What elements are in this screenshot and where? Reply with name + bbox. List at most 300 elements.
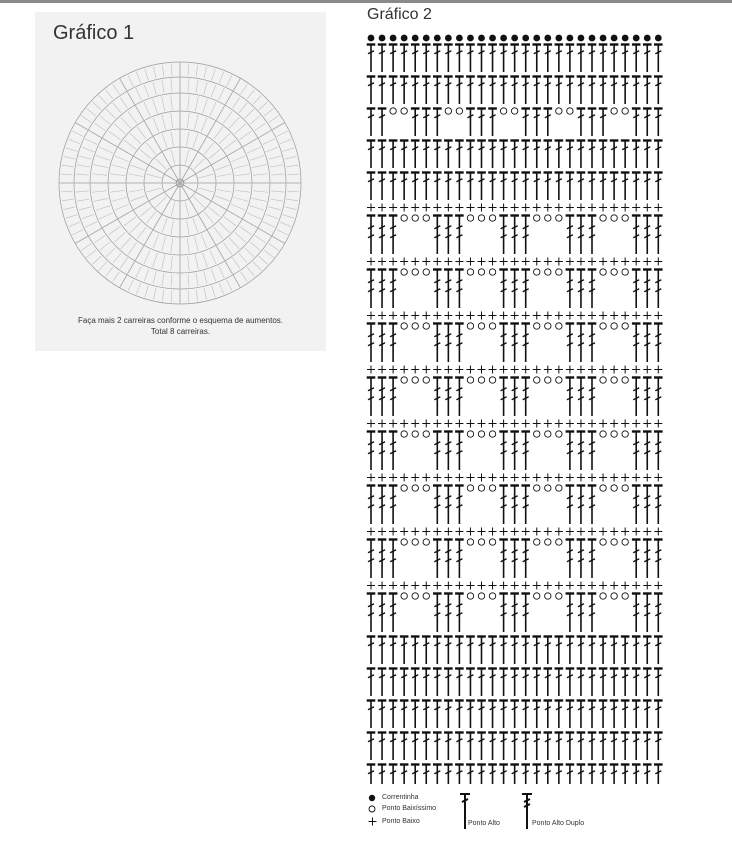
slip-stitch bbox=[622, 108, 628, 114]
stitch-mark bbox=[94, 123, 105, 130]
sc-stitch bbox=[588, 528, 596, 536]
sc-stitch bbox=[511, 528, 519, 536]
chain-stitch bbox=[467, 35, 474, 42]
sc-stitch bbox=[367, 312, 375, 320]
stitch-mark bbox=[110, 190, 125, 192]
sc-stitch bbox=[555, 528, 563, 536]
chain-stitch bbox=[644, 35, 651, 42]
stitch-mark bbox=[204, 212, 214, 223]
stitch-mark bbox=[93, 165, 108, 168]
stitch-mark bbox=[204, 143, 214, 154]
sc-stitch bbox=[566, 312, 574, 320]
chain-stitch bbox=[368, 35, 375, 42]
slip-stitch bbox=[545, 485, 551, 491]
sc-stitch bbox=[422, 204, 430, 212]
sc-stitch bbox=[478, 582, 486, 590]
slip-stitch bbox=[600, 593, 606, 599]
stitch-mark bbox=[235, 190, 250, 192]
stitch-mark bbox=[232, 258, 239, 269]
legend bbox=[368, 792, 668, 836]
slip-stitch bbox=[556, 323, 562, 329]
stitch-mark bbox=[255, 235, 266, 242]
sc-stitch bbox=[632, 420, 640, 428]
stitch-mark bbox=[234, 165, 248, 169]
stitch-mark bbox=[145, 69, 149, 80]
sc-stitch bbox=[378, 474, 386, 482]
slip-stitch bbox=[534, 323, 540, 329]
sc-stitch bbox=[555, 474, 563, 482]
sc-stitch bbox=[588, 366, 596, 374]
sc-stitch bbox=[378, 204, 386, 212]
stitch-mark bbox=[239, 253, 247, 263]
stitch-mark bbox=[219, 72, 223, 83]
sc-stitch bbox=[478, 420, 486, 428]
stitch-mark bbox=[137, 127, 146, 139]
slip-stitch bbox=[545, 323, 551, 329]
sc-stitch bbox=[621, 312, 629, 320]
sc-stitch bbox=[400, 204, 408, 212]
sc-stitch bbox=[654, 258, 662, 266]
grid-row-tall bbox=[367, 140, 663, 168]
stitch-mark bbox=[210, 250, 216, 264]
slip-stitch bbox=[622, 539, 628, 545]
slip-stitch bbox=[489, 485, 495, 491]
stitch-mark bbox=[283, 148, 294, 152]
slip-stitch bbox=[600, 215, 606, 221]
sc-stitch bbox=[389, 312, 397, 320]
stitch-mark bbox=[270, 165, 283, 167]
stitch-mark bbox=[87, 250, 96, 257]
stitch-mark bbox=[77, 165, 90, 167]
grid-row-block bbox=[367, 215, 663, 254]
sc-stitch bbox=[588, 204, 596, 212]
stitch-mark bbox=[92, 174, 107, 176]
sc-stitch bbox=[422, 258, 430, 266]
stitch-mark bbox=[147, 188, 161, 192]
sc-stitch bbox=[544, 528, 552, 536]
stitch-mark bbox=[162, 273, 164, 286]
stitch-mark bbox=[253, 174, 268, 176]
stitch-mark bbox=[247, 90, 254, 99]
grid-row-block bbox=[367, 377, 663, 416]
slip-stitch bbox=[611, 485, 617, 491]
sc-stitch bbox=[433, 258, 441, 266]
sc-stitch bbox=[389, 528, 397, 536]
slip-stitch bbox=[423, 539, 429, 545]
stitch-mark bbox=[113, 253, 121, 263]
stitch-mark bbox=[247, 213, 261, 219]
stitch-mark bbox=[201, 118, 207, 132]
stitch-mark bbox=[63, 207, 75, 210]
grid-row-sc bbox=[367, 528, 662, 536]
sc-stitch bbox=[632, 582, 640, 590]
grid-row-tall bbox=[367, 44, 663, 72]
stitch-mark bbox=[263, 222, 275, 227]
stitch-mark bbox=[271, 174, 284, 175]
stitch-mark bbox=[171, 113, 173, 128]
sc-stitch bbox=[411, 204, 419, 212]
stitch-mark bbox=[162, 65, 164, 77]
stitch-mark bbox=[214, 227, 223, 239]
stitch-mark bbox=[204, 288, 207, 300]
sc-stitch bbox=[588, 312, 596, 320]
stitch-mark bbox=[162, 289, 164, 301]
slip-stitch bbox=[467, 269, 473, 275]
sc-stitch bbox=[489, 258, 497, 266]
stitch-mark bbox=[162, 96, 165, 111]
stitch-mark bbox=[171, 79, 172, 92]
stitch-mark bbox=[106, 109, 115, 118]
slip-stitch bbox=[611, 108, 617, 114]
sc-stitch bbox=[643, 366, 651, 374]
stitch-mark bbox=[209, 149, 220, 159]
chain-stitch bbox=[456, 35, 463, 42]
stitch-mark bbox=[185, 202, 189, 216]
stitch-mark bbox=[269, 116, 279, 123]
stitch-mark bbox=[136, 266, 141, 278]
chain-stitch bbox=[600, 35, 607, 42]
slip-stitch bbox=[534, 593, 540, 599]
sc-stitch bbox=[389, 582, 397, 590]
grid-row-block bbox=[367, 269, 663, 308]
stitch-mark bbox=[130, 222, 141, 233]
sc-stitch bbox=[643, 474, 651, 482]
stitch-mark bbox=[124, 140, 136, 149]
grid-row-tall bbox=[367, 764, 663, 784]
chain-stitch bbox=[655, 35, 662, 42]
sc-stitch bbox=[544, 204, 552, 212]
stitch-mark bbox=[146, 143, 156, 154]
grid-row-tall bbox=[367, 668, 663, 696]
stitch-mark bbox=[255, 123, 266, 130]
sc-stitch bbox=[621, 366, 629, 374]
stitch-mark bbox=[203, 99, 208, 113]
stitch-mark bbox=[270, 199, 283, 201]
sc-stitch bbox=[511, 258, 519, 266]
sc-stitch bbox=[555, 582, 563, 590]
grid-row-sc bbox=[367, 420, 662, 428]
sc-stitch bbox=[533, 474, 541, 482]
stitch-mark bbox=[269, 244, 279, 251]
top-border bbox=[0, 0, 732, 3]
stitch-mark bbox=[268, 156, 281, 159]
sc-stitch bbox=[632, 204, 640, 212]
stitch-mark bbox=[188, 274, 189, 287]
chain-stitch bbox=[589, 35, 596, 42]
slip-stitch bbox=[478, 431, 484, 437]
sc-stitch bbox=[433, 474, 441, 482]
sc-stitch bbox=[566, 204, 574, 212]
slip-stitch bbox=[622, 431, 628, 437]
sc-stitch bbox=[500, 204, 508, 212]
stitch-mark bbox=[106, 248, 115, 257]
grid-row-sc bbox=[367, 312, 662, 320]
sc-stitch bbox=[643, 528, 651, 536]
sc-stitch bbox=[533, 312, 541, 320]
stitch-mark bbox=[137, 227, 146, 239]
slip-stitch bbox=[478, 269, 484, 275]
sc-stitch bbox=[544, 582, 552, 590]
sc-stitch bbox=[610, 582, 618, 590]
sc-stitch bbox=[433, 204, 441, 212]
sc-stitch bbox=[466, 204, 474, 212]
sc-stitch bbox=[643, 420, 651, 428]
stitch-mark bbox=[156, 197, 167, 208]
stitch-mark bbox=[63, 156, 75, 159]
grid-row-block bbox=[367, 323, 663, 362]
slip-stitch bbox=[467, 485, 473, 491]
sc-stitch bbox=[411, 582, 419, 590]
chain-stitch bbox=[511, 35, 518, 42]
sc-stitch bbox=[599, 204, 607, 212]
slip-stitch bbox=[467, 593, 473, 599]
stitch-mark bbox=[171, 256, 173, 271]
stitch-mark bbox=[223, 111, 232, 123]
stitch-mark bbox=[204, 271, 207, 284]
stitch-mark bbox=[219, 222, 230, 233]
sc-stitch bbox=[367, 366, 375, 374]
stitch-mark bbox=[156, 159, 167, 170]
stitch-mark bbox=[93, 198, 108, 201]
sc-stitch bbox=[544, 474, 552, 482]
slip-stitch bbox=[611, 539, 617, 545]
sc-stitch bbox=[500, 528, 508, 536]
sc-stitch bbox=[466, 258, 474, 266]
sc-stitch bbox=[588, 420, 596, 428]
sc-stitch bbox=[555, 312, 563, 320]
sc-stitch bbox=[489, 474, 497, 482]
slip-stitch bbox=[600, 377, 606, 383]
stitch-mark bbox=[241, 84, 248, 94]
chain-stitch bbox=[423, 35, 430, 42]
single-crochet-symbol-icon bbox=[368, 817, 377, 826]
stitch-mark bbox=[82, 214, 94, 218]
stitch-mark bbox=[153, 271, 156, 284]
sc-stitch bbox=[400, 528, 408, 536]
sc-stitch bbox=[610, 312, 618, 320]
stitch-mark bbox=[96, 206, 110, 211]
stitch-mark bbox=[105, 267, 112, 276]
slip-stitch bbox=[401, 108, 407, 114]
sc-stitch bbox=[555, 258, 563, 266]
slip-stitch bbox=[611, 269, 617, 275]
stitch-mark bbox=[81, 244, 91, 251]
stitch-mark bbox=[195, 96, 198, 111]
slip-stitch bbox=[534, 269, 540, 275]
stitch-mark bbox=[199, 188, 213, 192]
legend-sc-label: Ponto Baixo bbox=[382, 818, 420, 825]
sc-stitch bbox=[577, 258, 585, 266]
stitch-mark bbox=[193, 218, 198, 232]
stitch-mark bbox=[171, 220, 174, 235]
slip-stitch bbox=[556, 593, 562, 599]
stitch-mark bbox=[115, 156, 129, 162]
stitch-mark bbox=[266, 147, 278, 151]
sc-stitch bbox=[433, 366, 441, 374]
sc-stitch bbox=[577, 204, 585, 212]
slip-stitch bbox=[600, 431, 606, 437]
slip-stitch bbox=[534, 485, 540, 491]
sc-stitch bbox=[433, 420, 441, 428]
stitch-mark bbox=[144, 102, 150, 116]
stitch-mark bbox=[247, 147, 261, 153]
grid-row-tall bbox=[367, 636, 663, 664]
stitch-mark bbox=[268, 207, 281, 210]
stitch-mark bbox=[239, 103, 247, 113]
sc-stitch bbox=[455, 312, 463, 320]
sc-stitch bbox=[478, 528, 486, 536]
stitch-mark bbox=[263, 139, 275, 144]
stitch-mark bbox=[188, 290, 189, 302]
sc-stitch bbox=[489, 366, 497, 374]
stitch-mark bbox=[217, 190, 232, 193]
stitch-mark bbox=[235, 124, 246, 134]
sc-stitch bbox=[654, 582, 662, 590]
slip-stitch bbox=[622, 377, 628, 383]
stitch-mark bbox=[283, 215, 294, 219]
slip-stitch bbox=[545, 377, 551, 383]
stitch-mark bbox=[188, 95, 190, 110]
sc-stitch bbox=[621, 474, 629, 482]
stitch-mark bbox=[187, 238, 189, 253]
sc-stitch bbox=[367, 582, 375, 590]
slip-stitch bbox=[556, 215, 562, 221]
stitch-mark bbox=[162, 115, 166, 129]
stitch-mark bbox=[212, 69, 216, 80]
stitch-mark bbox=[114, 232, 125, 242]
stitch-mark bbox=[128, 190, 143, 193]
sc-stitch bbox=[411, 366, 419, 374]
chain-stitch bbox=[489, 35, 496, 42]
stitch-mark bbox=[66, 215, 77, 219]
stitch-mark bbox=[105, 90, 112, 99]
stitch-mark bbox=[61, 191, 73, 192]
sc-stitch bbox=[444, 582, 452, 590]
grid-row-tall bbox=[367, 172, 663, 200]
sc-stitch bbox=[566, 366, 574, 374]
slip-stitch bbox=[401, 323, 407, 329]
sc-stitch bbox=[533, 582, 541, 590]
chain-stitch bbox=[379, 35, 386, 42]
stitch-mark bbox=[194, 115, 198, 129]
slip-stitch bbox=[423, 593, 429, 599]
grid-row-sc bbox=[367, 366, 662, 374]
chain-stitch bbox=[611, 35, 618, 42]
stitch-mark bbox=[153, 118, 159, 132]
stitch-mark bbox=[76, 191, 89, 192]
stitch-mark bbox=[131, 196, 145, 201]
stitch-mark bbox=[171, 131, 174, 146]
slip-stitch bbox=[545, 539, 551, 545]
sc-stitch bbox=[422, 474, 430, 482]
slip-stitch bbox=[622, 269, 628, 275]
stitch-mark bbox=[72, 131, 83, 136]
grid-row-block bbox=[367, 485, 663, 524]
stitch-mark bbox=[253, 95, 261, 104]
note-line-1: Faça mais 2 carreiras conforme o esquema de aumentos. bbox=[78, 316, 283, 325]
sc-stitch bbox=[654, 204, 662, 212]
stitch-mark bbox=[171, 95, 173, 110]
slip-stitch bbox=[401, 485, 407, 491]
slip-stitch bbox=[478, 539, 484, 545]
stitch-mark bbox=[72, 230, 83, 235]
stitch-mark bbox=[100, 242, 110, 250]
stitch-mark bbox=[245, 248, 254, 257]
stitch-mark bbox=[253, 191, 268, 193]
stitch-mark bbox=[250, 242, 260, 250]
stitch-mark bbox=[259, 256, 268, 264]
stitch-mark bbox=[250, 116, 260, 124]
stitch-mark bbox=[215, 196, 229, 201]
stitch-mark bbox=[245, 109, 254, 118]
slip-stitch bbox=[412, 431, 418, 437]
slip-stitch bbox=[622, 323, 628, 329]
grid-row-tall bbox=[367, 732, 663, 760]
circular-crochet-diagram bbox=[55, 58, 305, 308]
sc-stitch bbox=[599, 420, 607, 428]
stitch-mark bbox=[144, 85, 148, 97]
legend-chain-label: Correntinha bbox=[382, 794, 419, 801]
slip-stitch bbox=[401, 431, 407, 437]
slip-stitch bbox=[600, 485, 606, 491]
sc-stitch bbox=[489, 528, 497, 536]
stitch-mark bbox=[287, 191, 299, 192]
sc-stitch bbox=[489, 312, 497, 320]
sc-stitch bbox=[478, 474, 486, 482]
grid-row-sc bbox=[367, 204, 662, 212]
stitch-mark bbox=[128, 75, 133, 86]
chain-stitch bbox=[478, 35, 485, 42]
slip-stitch bbox=[467, 377, 473, 383]
sc-stitch bbox=[378, 528, 386, 536]
stitch-mark bbox=[92, 256, 101, 264]
stitch-mark bbox=[203, 253, 208, 267]
sc-stitch bbox=[455, 258, 463, 266]
stitch-mark bbox=[69, 139, 80, 143]
stitch-mark bbox=[128, 174, 143, 177]
sc-stitch bbox=[389, 420, 397, 428]
slip-stitch bbox=[401, 539, 407, 545]
stitch-mark bbox=[280, 139, 291, 143]
stitch-mark bbox=[114, 124, 125, 134]
stitch-mark bbox=[224, 140, 236, 149]
stitch-mark bbox=[211, 269, 215, 281]
sc-stitch bbox=[566, 420, 574, 428]
stitch-mark bbox=[171, 150, 175, 164]
sc-stitch bbox=[599, 312, 607, 320]
sc-stitch bbox=[588, 258, 596, 266]
sc-stitch bbox=[500, 258, 508, 266]
grid-row-chain bbox=[368, 35, 662, 42]
stitch-mark bbox=[113, 272, 120, 282]
slip-stitch bbox=[445, 108, 451, 114]
stitch-mark bbox=[194, 237, 198, 251]
sc-stitch bbox=[544, 312, 552, 320]
stitch-mark bbox=[108, 226, 120, 235]
sc-stitch bbox=[621, 204, 629, 212]
stitch-mark bbox=[285, 207, 297, 210]
slip-stitch bbox=[478, 377, 484, 383]
slip-stitch bbox=[401, 269, 407, 275]
stitch-mark bbox=[277, 230, 288, 235]
slip-stitch bbox=[500, 108, 506, 114]
stitch-mark bbox=[252, 165, 267, 168]
sc-stitch bbox=[400, 258, 408, 266]
grid-row-tall bbox=[367, 76, 663, 104]
grid-row-block bbox=[367, 593, 663, 632]
grid-row-sc bbox=[367, 474, 662, 482]
sc-stitch bbox=[599, 258, 607, 266]
